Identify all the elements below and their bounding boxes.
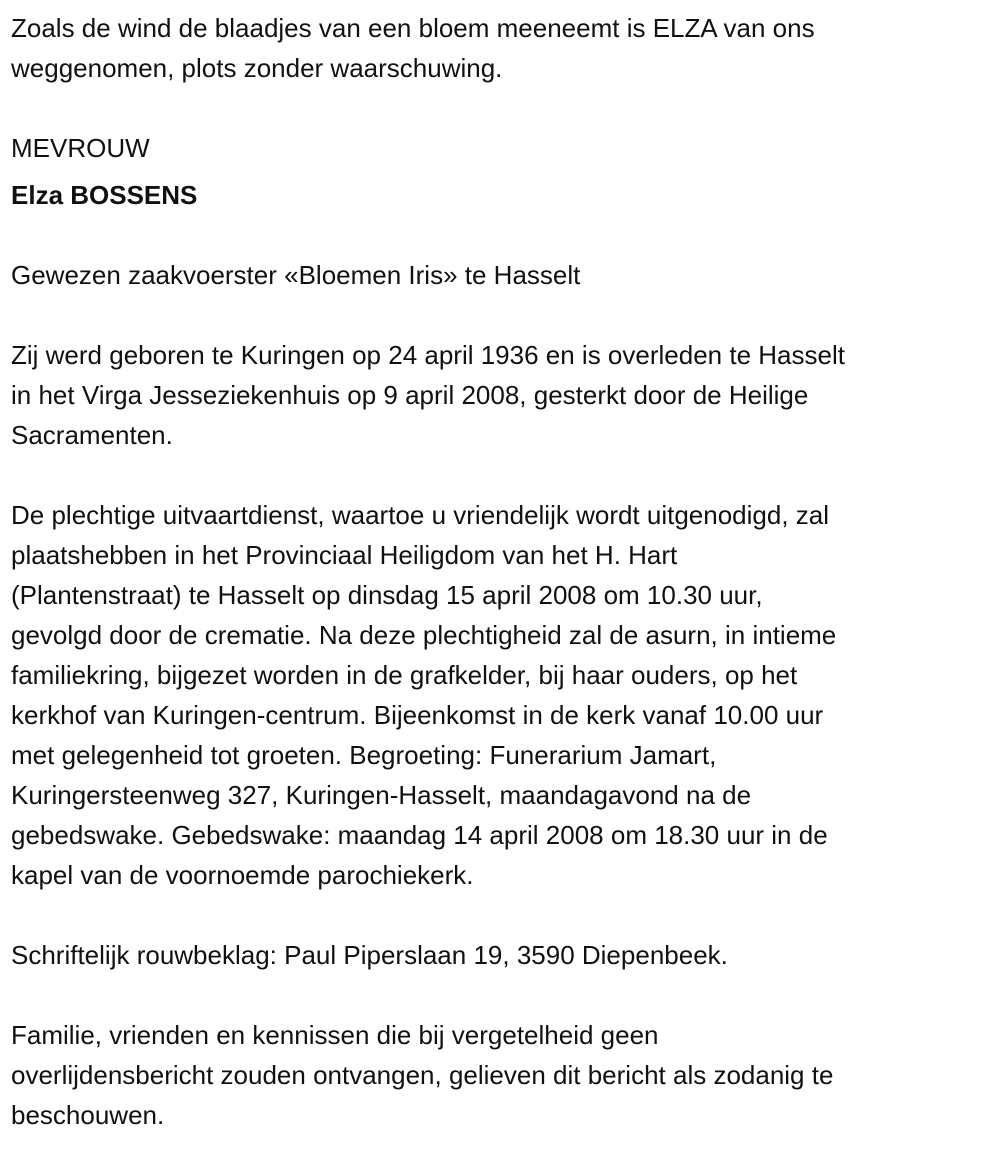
text-line: beschouwen. [11,1100,165,1130]
text-line: familiekring, bijgezet worden in de grafkelder, bij haar ouders, op het [11,660,798,690]
text-line: kerkhof van Kuringen-centrum. Bijeenkomst in de kerk vanaf 10.00 uur [11,700,824,730]
text-line: met gelegenheid tot groeten. Begroeting: Funerarium Jamart, [11,740,717,770]
deceased-title: MEVROUW [11,133,150,163]
obituary-document [11,8,990,1175]
text-line: gebedswake. Gebedswake: maandag 14 april 2008 om 18.30 uur in de [11,820,828,850]
text-line: (Plantenstraat) te Hasselt op dinsdag 15 april 2008 om 10.30 uur, [11,580,763,610]
occupation-paragraph [11,255,990,295]
intro-paragraph [11,8,990,88]
text-line: Zij werd geboren te Kuringen op 24 april 1936 en is overleden te Hasselt [11,340,845,370]
deceased-name: Elza BOSSENS [11,180,198,210]
text-line: Sacramenten. [11,420,173,450]
text-line: gevolgd door de crematie. Na deze plechtigheid zal de asurn, in intieme [11,620,837,650]
birth-death-paragraph [11,335,990,455]
text-line: Familie, vrienden en kennissen die bij vergetelheid geen [11,1020,659,1050]
closing-paragraph [11,1015,990,1135]
deceased-block [11,128,990,215]
text-line: weggenomen, plots zonder waarschuwing. [11,53,503,83]
text-line: plaatshebben in het Provinciaal Heiligdom van het H. Hart [11,540,678,570]
text-line: Schriftelijk rouwbeklag: Paul Piperslaan 19, 3590 Diepenbeek. [11,940,728,970]
text-line: in het Virga Jesseziekenhuis op 9 april 2008, gesterkt door de Heilige [11,380,809,410]
text-line: kapel van de voornoemde parochiekerk. [11,860,474,890]
text-line: Zoals de wind de blaadjes van een bloem meeneemt is ELZA van ons [11,13,815,43]
text-line: Gewezen zaakvoerster «Bloemen Iris» te Hasselt [11,260,581,290]
text-line: De plechtige uitvaartdienst, waartoe u vriendelijk wordt uitgenodigd, zal [11,500,830,530]
condolences-paragraph [11,935,990,975]
text-line: Kuringersteenweg 327, Kuringen-Hasselt, maandagavond na de [11,780,752,810]
text-line: overlijdensbericht zouden ontvangen, gelieven dit bericht als zodanig te [11,1060,834,1090]
funeral-paragraph [11,495,990,895]
